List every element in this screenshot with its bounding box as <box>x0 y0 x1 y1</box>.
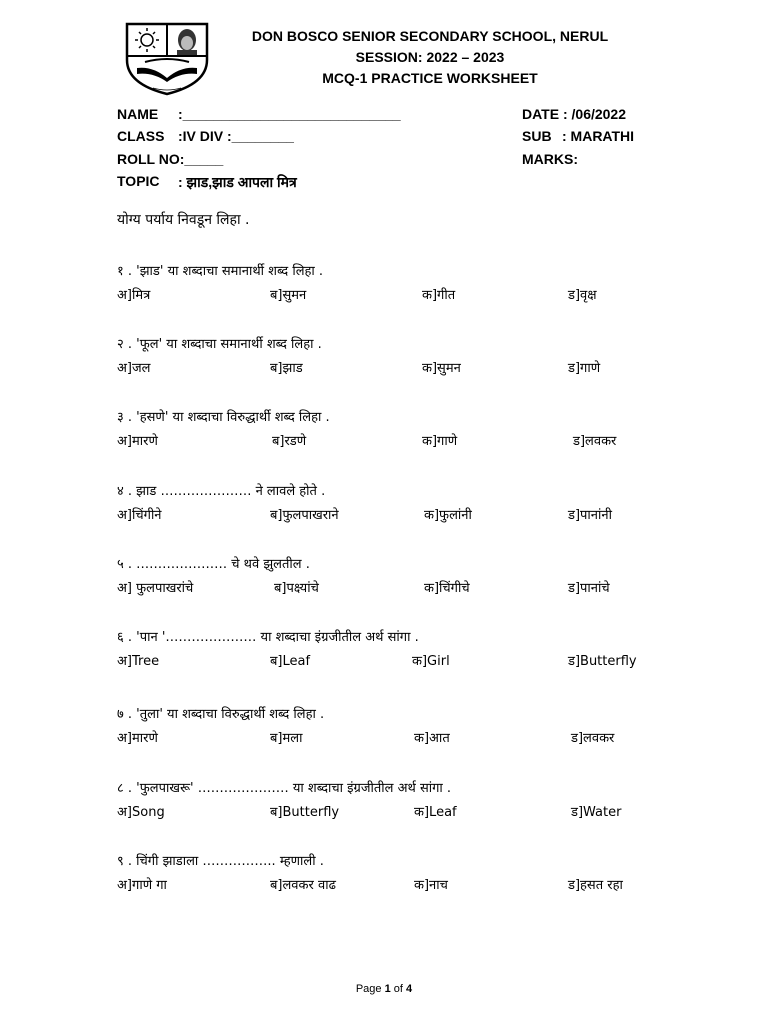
option-d[interactable]: ड]लवकर <box>571 731 615 746</box>
option-d[interactable]: ड]Water <box>571 805 622 820</box>
option-d[interactable]: ड]हसत रहा <box>568 878 623 893</box>
question-7 <box>117 704 677 752</box>
question-text: ७ . 'तुला' या शब्दाचा विरुद्धार्थी शब्द लिहा . <box>117 707 325 722</box>
page-number: 1 <box>384 983 391 995</box>
option-d[interactable]: ड]Butterfly <box>568 654 637 669</box>
roll-number-field[interactable]: ROLL NO:_____ <box>117 151 224 167</box>
option-d[interactable]: ड]गाणे <box>568 361 601 376</box>
name-label: NAME <box>117 106 159 122</box>
option-c[interactable]: क]गाणे <box>422 434 458 449</box>
topic-label: TOPIC <box>117 173 160 189</box>
option-b[interactable]: ब]फुलपाखराने <box>270 508 339 523</box>
sub-label: SUB <box>522 128 552 144</box>
option-b[interactable]: ब]लवकर वाढ <box>270 878 336 893</box>
option-b[interactable]: ब]पक्ष्यांचे <box>274 581 319 596</box>
option-c[interactable]: क]चिंगीचे <box>424 581 470 596</box>
option-c[interactable]: क]Leaf <box>414 805 457 820</box>
option-a[interactable]: अ]चिंगीने <box>117 508 162 523</box>
option-a[interactable]: अ]Song <box>117 805 165 820</box>
question-5 <box>117 554 677 602</box>
option-a[interactable]: अ]Tree <box>117 654 160 669</box>
option-a[interactable]: अ]गाणे गा <box>117 878 167 893</box>
question-text: २ . 'फूल' या शब्दाचा समानार्थी शब्द लिहा . <box>117 337 322 352</box>
school-name: DON BOSCO SENIOR SECONDARY SCHOOL, NERUL <box>251 28 609 44</box>
option-d[interactable]: ड]पानांनी <box>568 508 612 523</box>
marks-label: MARKS: <box>522 151 578 167</box>
worksheet-title: MCQ-1 PRACTICE WORKSHEET <box>322 70 538 86</box>
option-c[interactable]: क]सुमन <box>422 361 461 376</box>
subject-value: : MARATHI <box>562 128 635 144</box>
option-b[interactable]: ब]Butterfly <box>270 805 340 820</box>
question-3 <box>117 407 677 455</box>
option-d[interactable]: ड]पानांचे <box>568 581 610 596</box>
question-text: ३ . 'हसणे' या शब्दाचा विरुद्धार्थी शब्द लिहा . <box>117 410 330 425</box>
class-field[interactable]: :IV DIV :________ <box>178 128 294 144</box>
question-1 <box>117 261 677 309</box>
date-field: DATE : /06/2022 <box>522 106 627 122</box>
option-c[interactable]: क]आत <box>414 731 450 746</box>
question-text: ८ . 'फुलपाखरू' ………………… या शब्दाचा इंग्रजीतील अर्थ सांगा . <box>117 781 452 796</box>
option-c[interactable]: क]Girl <box>412 654 450 669</box>
option-a[interactable]: अ]मारणे <box>117 434 158 449</box>
option-a[interactable]: अ] फुलपाखरांचे <box>117 581 194 596</box>
question-text: ४ . झाड ………………… ने लावले होते . <box>117 484 326 499</box>
option-d[interactable]: ड]लवकर <box>573 434 617 449</box>
page-footer <box>0 983 768 995</box>
option-b[interactable]: ब]सुमन <box>270 288 307 303</box>
option-a[interactable]: अ]जल <box>117 361 151 376</box>
option-b[interactable]: ब]रडणे <box>272 434 307 449</box>
question-text: १ . 'झाड' या शब्दाचा समानार्थी शब्द लिहा . <box>117 264 324 279</box>
page-total: 4 <box>406 983 413 995</box>
question-text: ५ . ………………… चे थवे झुलतील . <box>117 557 310 572</box>
question-9 <box>117 851 677 899</box>
question-4 <box>117 481 677 529</box>
option-d[interactable]: ड]वृक्ष <box>568 288 597 303</box>
class-label: CLASS <box>117 128 165 144</box>
question-2 <box>117 334 677 382</box>
option-c[interactable]: क]फुलांनी <box>424 508 472 523</box>
topic-value: : झाड,झाड आपला मित्र <box>178 174 297 190</box>
page-of-label: of <box>393 983 403 995</box>
page-label: Page <box>355 983 382 995</box>
option-b[interactable]: ब]झाड <box>270 361 303 376</box>
question-8 <box>117 778 677 826</box>
name-field[interactable]: :____________________________ <box>178 106 401 122</box>
option-b[interactable]: ब]मला <box>270 731 303 746</box>
session: SESSION: 2022 – 2023 <box>355 49 505 65</box>
instruction: योग्य पर्याय निवडून लिहा . <box>117 212 250 228</box>
option-c[interactable]: क]गीत <box>422 288 456 303</box>
option-c[interactable]: क]नाच <box>414 878 448 893</box>
question-text: ९ . चिंगी झाडाला …………….. म्हणाली . <box>117 854 324 869</box>
question-text: ६ . 'पान '………………… या शब्दाचा इंग्रजीतील अर्थ सांगा . <box>117 630 419 645</box>
option-a[interactable]: अ]मित्र <box>117 288 151 303</box>
option-a[interactable]: अ]मारणे <box>117 731 158 746</box>
question-6 <box>117 627 677 675</box>
option-b[interactable]: ब]Leaf <box>270 654 311 669</box>
